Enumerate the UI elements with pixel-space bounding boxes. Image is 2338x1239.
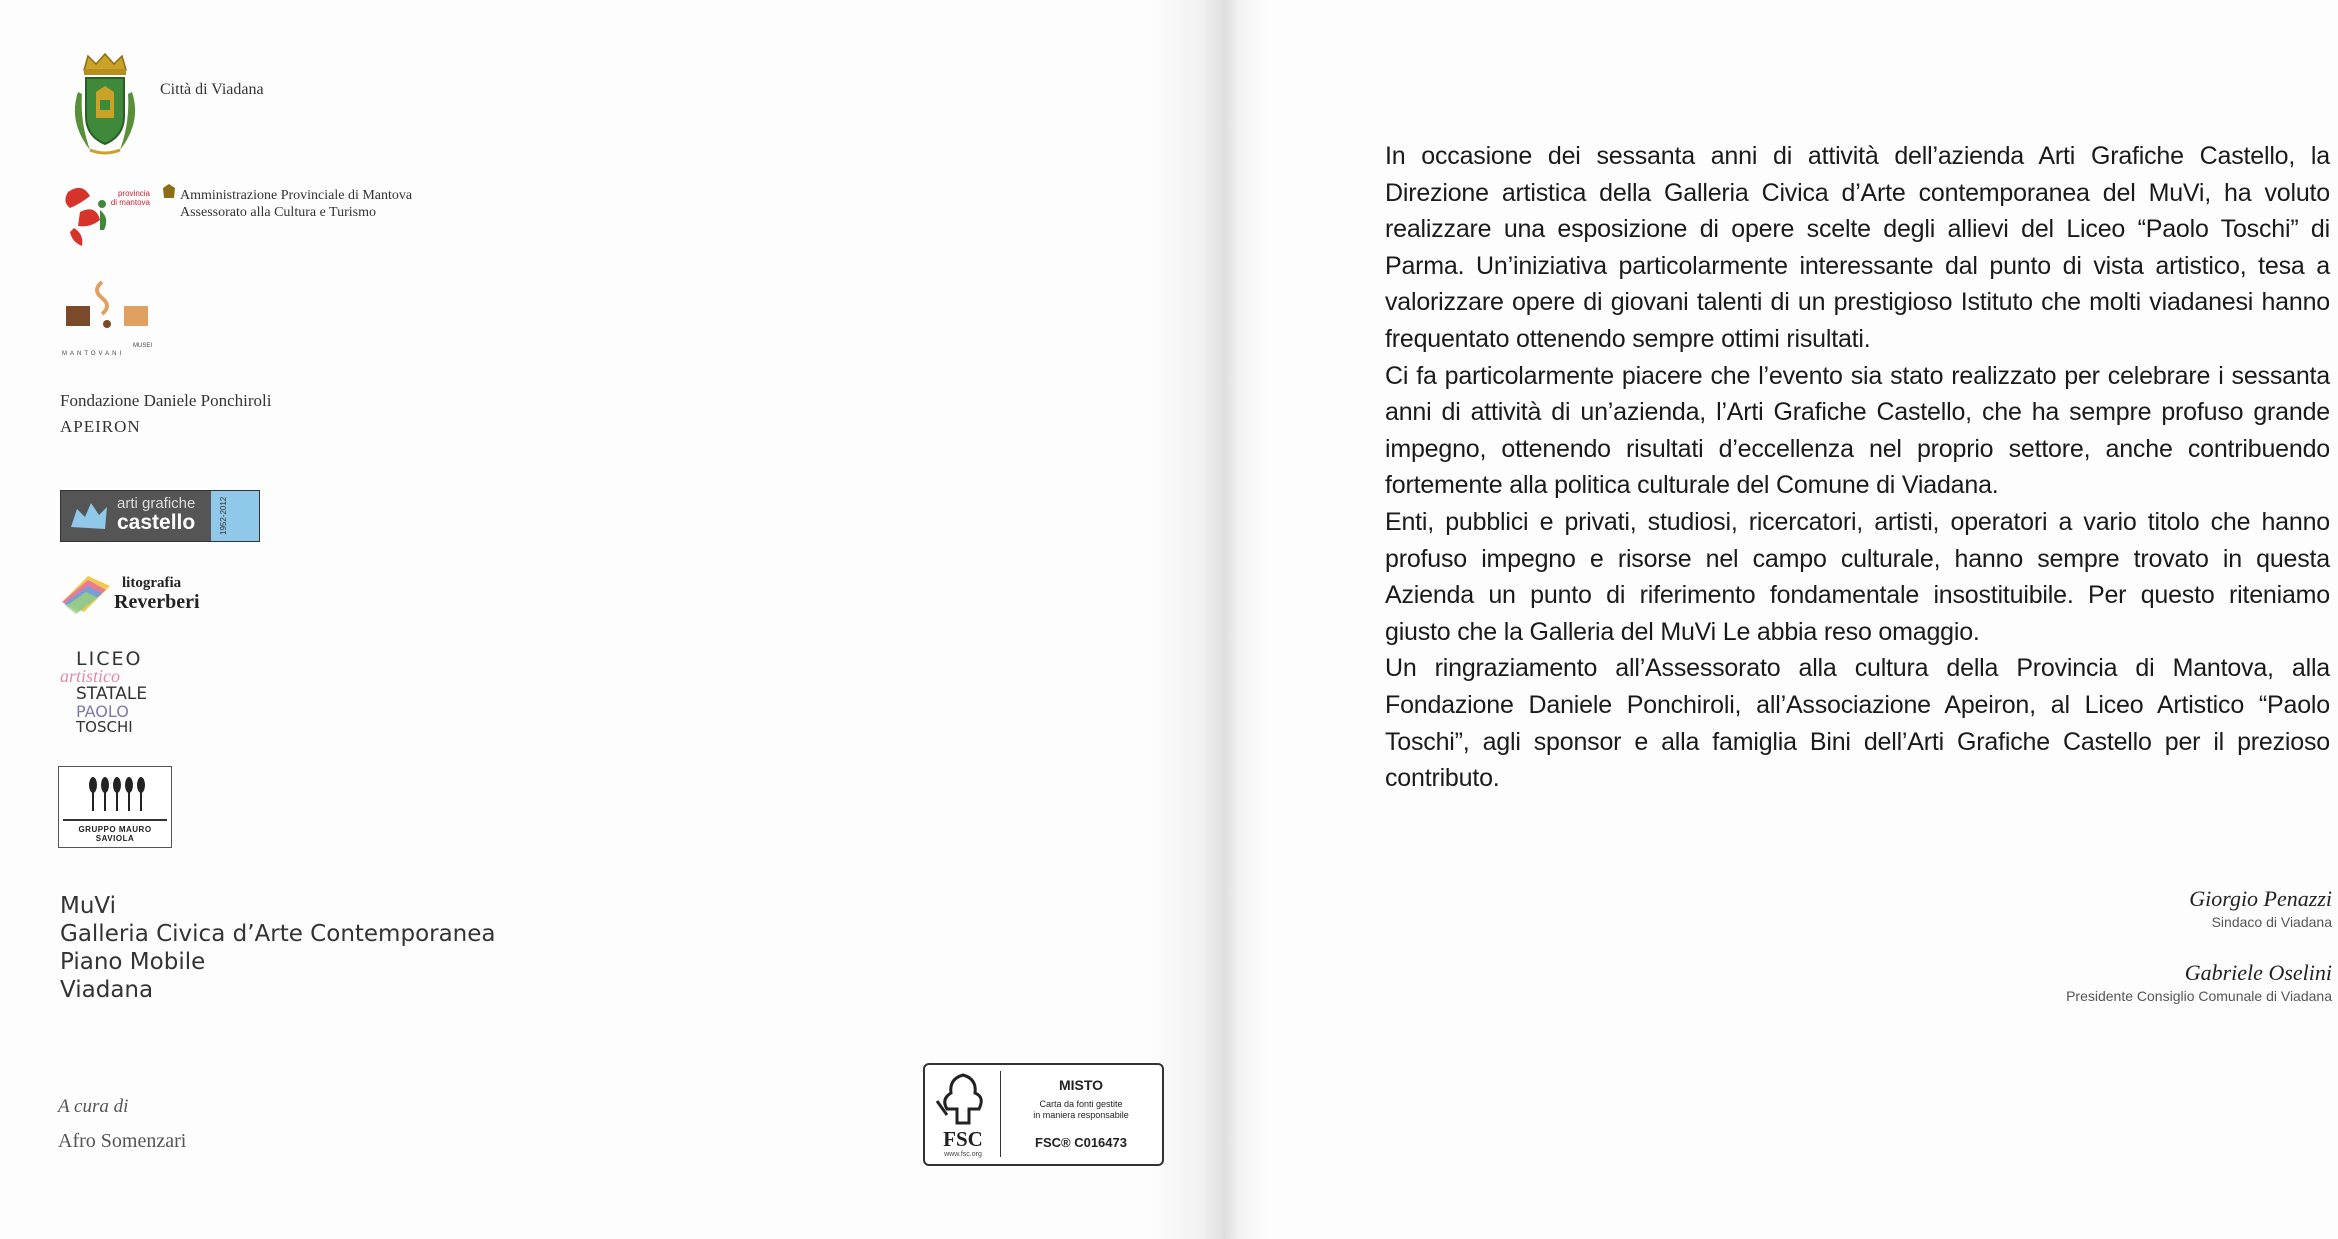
castello-years: 1952-2012 xyxy=(219,496,228,535)
fsc-tree-icon xyxy=(933,1071,993,1127)
muvi-name: MuVi xyxy=(60,893,117,919)
fsc-brand: FSC xyxy=(943,1127,983,1151)
arti-grafiche-castello-logo xyxy=(60,490,260,542)
castello-line2: castello xyxy=(117,511,196,534)
muvi-address xyxy=(60,892,496,1004)
musei-mark-line2: MANTOVANI xyxy=(62,351,125,357)
muvi-city: Viadana xyxy=(60,977,154,1003)
gruppo-rule xyxy=(63,819,167,821)
musei-mark-text xyxy=(62,342,152,358)
fondazione-line2: APEIRON xyxy=(60,417,141,436)
introduction-text xyxy=(1385,138,2330,797)
paragraph-4: Un ringraziamento all’Assessorato alla cultura della Provincia di Mantova, alla Fondazione Daniele Ponchiroli, all’Associazione Apeiron, al Liceo Artistico “Paolo Toschi”, agli sponsor e alla famiglia Bini dell’Arti Grafiche Castello per il prezioso contributo. xyxy=(1385,654,2330,793)
fsc-description xyxy=(1005,1099,1157,1121)
fsc-desc-line1: Carta da fonti gestite xyxy=(1039,1099,1123,1109)
litografia-line2: Reverberi xyxy=(114,591,200,613)
fsc-desc-line2: in maniera responsabile xyxy=(1033,1110,1129,1120)
muvi-gallery: Galleria Civica d’Arte Contemporanea xyxy=(60,921,496,947)
trees-icon xyxy=(85,775,145,815)
signature-president-role: Presidente Consiglio Comunale di Viadana xyxy=(2066,988,2332,1004)
litografia-mark-icon xyxy=(58,572,114,618)
litografia-text xyxy=(114,575,200,613)
liceo-line2: artistico xyxy=(60,666,121,686)
signature-mayor-name: Giorgio Penazzi xyxy=(2189,886,2332,911)
provincia-mark-line2: di mantova xyxy=(110,198,150,207)
fsc-certification-box xyxy=(923,1063,1164,1166)
gruppo-saviola-logo xyxy=(58,766,172,848)
musei-mark-line1: MUSEI xyxy=(132,343,152,349)
musei-mantovani-logo xyxy=(62,280,152,348)
provincia-text-line2: Assessorato alla Cultura e Turismo xyxy=(180,205,376,220)
liceo-toschi-logo xyxy=(60,648,170,738)
liceo-line1: LICEO xyxy=(76,648,143,670)
fondazione-line1: Fondazione Daniele Ponchiroli xyxy=(60,391,272,410)
liceo-line4: PAOLO xyxy=(76,702,129,721)
liceo-line3: STATALE xyxy=(76,684,148,704)
muvi-floor: Piano Mobile xyxy=(60,949,206,975)
right-page xyxy=(1245,0,2338,1239)
paragraph-3: Enti, pubblici e privati, studiosi, ricercatori, artisti, operatori a vario titolo che hanno profuso impegno e risorse nel campo culturale, hanno sempre trovato in questa Azienda un punto di riferimento fondamentale insostituibile. Per questo riteniamo giusto che la Galleria del MuVi Le abbia reso omaggio. xyxy=(1385,507,2330,646)
fsc-url: www.fsc.org xyxy=(944,1151,982,1158)
provincia-text-line1: Amministrazione Provinciale di Mantova xyxy=(180,188,413,203)
fsc-divider xyxy=(1000,1071,1001,1157)
fsc-code: FSC® C016473 xyxy=(1035,1135,1127,1150)
gruppo-text: GRUPPO MAURO SAVIOLA xyxy=(78,825,152,843)
coat-of-arms-icon xyxy=(60,52,150,160)
castello-mark-icon xyxy=(67,497,111,535)
provincia-mark-line1: provincia xyxy=(117,189,150,198)
curator-label: A cura di xyxy=(58,1096,129,1117)
signature-council-president xyxy=(2066,960,2332,1004)
castello-line1: arti grafiche xyxy=(117,495,196,512)
citta-di-viadana-label: Città di Viadana xyxy=(160,81,264,98)
paragraph-1: In occasione dei sessanta anni di attività dell’azienda Arti Grafiche Castello, la Direzione artistica della Galleria Civica d’Arte contemporanea del MuVi, ha voluto realizzare una esposizione di opere scelte degli allievi del Liceo “Paolo Toschi” di Parma. Un’iniziativa particolarmente interessante dal punto di vista artistico, tesa a valorizzare opere di giovani talenti di un prestigioso Istituto che molti viadanesi hanno frequentato ottenendo sempre ottimi risultati. xyxy=(1385,142,2330,353)
provincia-mark-text xyxy=(106,189,150,207)
provincia-text xyxy=(180,187,412,221)
signature-president-name: Gabriele Oselini xyxy=(2184,960,2332,985)
signature-mayor-role: Sindaco di Viadana xyxy=(2211,914,2332,930)
fsc-title: MISTO xyxy=(1058,1077,1104,1093)
signature-mayor xyxy=(2189,886,2332,930)
curator-name: Afro Somenzari xyxy=(58,1130,187,1152)
litografia-line1: litografia xyxy=(122,575,182,591)
fondazione-text xyxy=(60,388,272,440)
paragraph-2: Ci fa particolarmente piacere che l’evento sia stato realizzato per celebrare i sessanta anni di attività di un’azienda, l’Arti Grafiche Castello, che ha sempre profuso grande impegno, ottenendo risultati d’eccellenza nel proprio settore, anche contribuendo fortemente alla politica culturale del Comune di Viadana. xyxy=(1385,361,2330,500)
liceo-line5: TOSCHI xyxy=(76,718,133,736)
